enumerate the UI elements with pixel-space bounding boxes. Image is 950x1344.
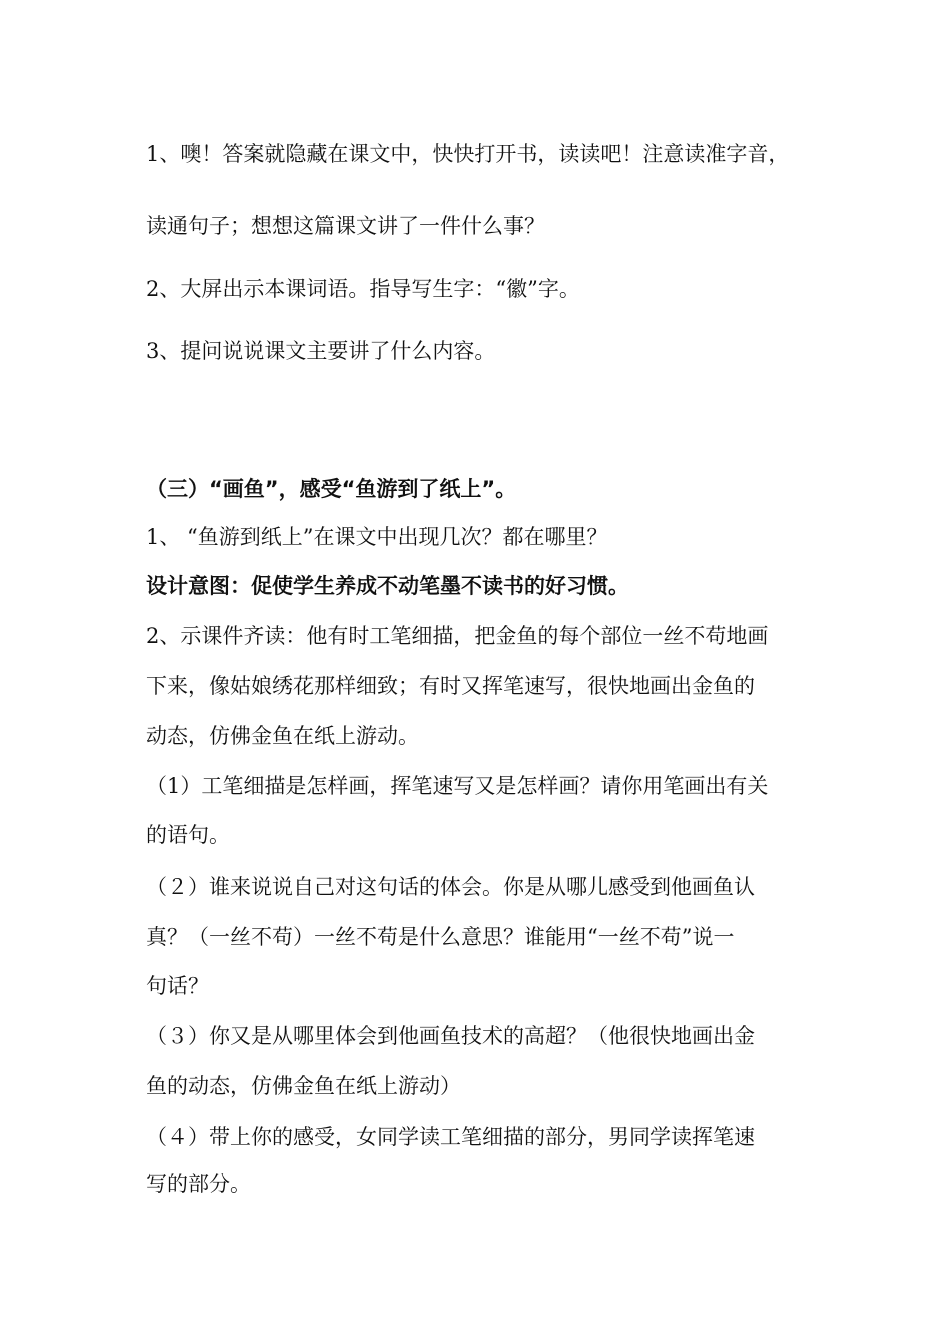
sub-3-line-2: 鱼的动态，仿佛金鱼在纸上游动） bbox=[146, 1074, 461, 1098]
design-intent-line: 设计意图：促使学生养成不动笔墨不读书的好习惯。 bbox=[146, 574, 629, 598]
step-2b-line-2: 下来，像姑娘绣花那样细致；有时又挥笔速写，很快地画出金鱼的 bbox=[146, 674, 755, 698]
sub-4-line-1: （４）带上你的感受，女同学读工笔细描的部分，男同学读挥笔速 bbox=[146, 1125, 755, 1149]
sub-1-line-2: 的语句。 bbox=[146, 823, 230, 847]
step-3-line: 3、提问说说课文主要讲了什么内容。 bbox=[146, 339, 496, 363]
step-2b-line-1: 2、示课件齐读：他有时工笔细描，把金鱼的每个部位一丝不苟地画 bbox=[146, 624, 769, 648]
step-1-line-2: 读通句子；想想这篇课文讲了一件什么事？ bbox=[146, 214, 545, 238]
sub-2-line-3: 句话？ bbox=[146, 974, 209, 998]
sub-3-line-1: （３）你又是从哪里体会到他画鱼技术的高超？（他很快地画出金 bbox=[146, 1024, 755, 1048]
step-2-line: 2、大屏出示本课词语。指导写生字：“徽”字。 bbox=[146, 277, 580, 301]
sub-4-line-2: 写的部分。 bbox=[146, 1172, 251, 1196]
sub-2-line-1: （２）谁来说说自己对这句话的体会。你是从哪儿感受到他画鱼认 bbox=[146, 875, 755, 899]
section-heading: （三）“画鱼”，感受“鱼游到了纸上”。 bbox=[146, 477, 517, 501]
sub-2-line-2: 真？（一丝不苟）一丝不苟是什么意思？谁能用“一丝不苟”说一 bbox=[146, 925, 735, 949]
sub-1-line-1: （1）工笔细描是怎样画，挥笔速写又是怎样画？请你用笔画出有关 bbox=[146, 774, 769, 798]
step-1-line-1: 1、噢！答案就隐藏在课文中，快快打开书，读读吧！注意读准字音， bbox=[146, 142, 790, 166]
step-2b-line-3: 动态，仿佛金鱼在纸上游动。 bbox=[146, 724, 419, 748]
question-1-line: 1、 “鱼游到纸上”在课文中出现几次？都在哪里？ bbox=[146, 525, 608, 549]
